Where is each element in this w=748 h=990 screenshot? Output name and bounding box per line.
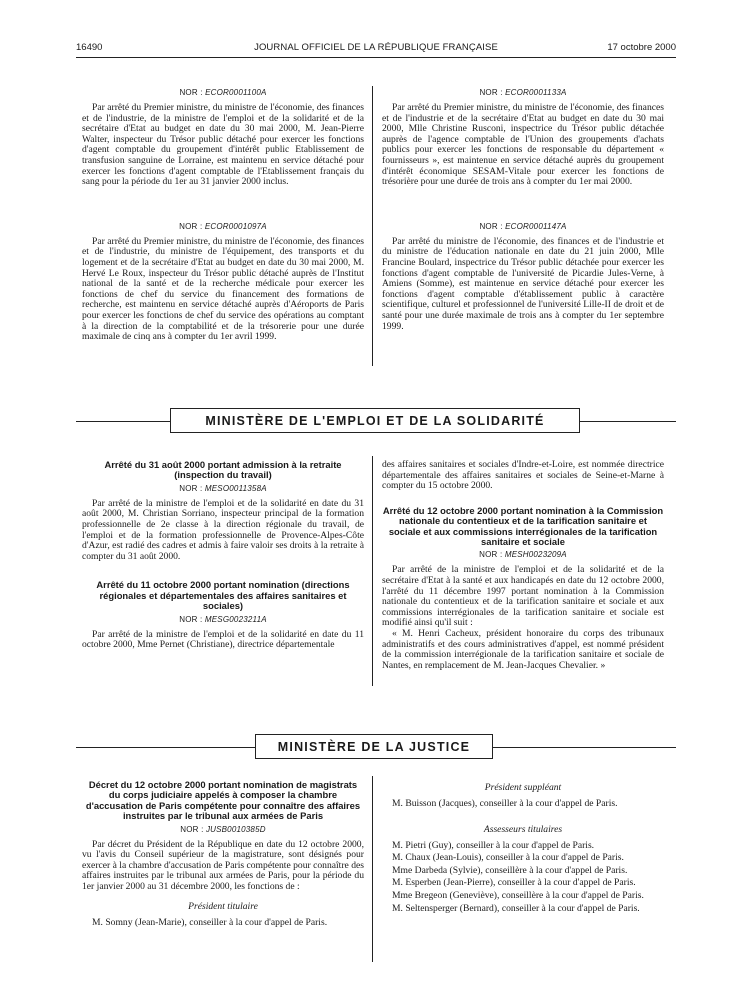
emploi-right-column (382, 460, 664, 671)
header-rule (76, 57, 676, 58)
decree-text: Par arrêté du ministre de l'économie, des finances et de l'industrie et du ministre de l'éducation nationale en date du 21 juin 2000, Mlle Francine Boulard, inspectrice du Trésor public détachée pour exercer les fonctions d'agent comptable de l'université de Picardie Jules-Verne, à Amiens (Somme), est maintenue en service détaché pour exercer les fonctions d'agent comptable d'établissement public à caractère scientifique, culturel et professionnel de l'université Lille-II de droit et de santé pour une durée maximale de trois ans à compter du 1er septembre 1999. (382, 235, 664, 332)
justice-left-column (82, 780, 364, 928)
decree-text: Par arrêté du Premier ministre, du ministre de l'économie, des finances et de l'industrie et de la secrétaire d'Etat au budget en date du 30 mai 2000, Mlle Christine Rusconi, inspectrice du Trésor public détachée auprès de l'agence comptable de l'Union des groupements d'achats publics pour exercer les fonctions de responsable du département « fournisseurs », est maintenue en service détaché auprès du groupement d'intérêt économique SESAM-Vitale pour exercer les fonctions de trésorière pour une durée de trois ans à compter du 1er mai 2000. (382, 102, 664, 188)
decree-text: Par arrêté du Premier ministre, du ministre de l'économie, des finances et de l'industrie, du ministre de l'équipement, des transports et du logement et de la secrétaire d'Etat au budget en date du 30 mai 2000, M. Hervé Le Roux, inspecteur du Trésor public détaché auprès de l'Institut national de la santé et de la recherche médicale pour exercer les fonctions de chef du service du financement des formations de recherche, est maintenu en service détaché auprès d'Aéroports de Paris pour exercer les fonctions de chef du service des opérations au comptant à la direction de la comptabilité et de la trésorerie pour une durée maximale de cinq ans à compter du 1er avril 1999. (82, 235, 364, 343)
appointee: M. Esperben (Jean-Pierre), conseiller à la cour d'appel de Paris. (392, 877, 636, 889)
decree-title: Décret du 12 octobre 2000 portant nomination de magistrats du corps judiciaire appelés à composer la chambre d'accusation de Paris compétente pour connaître des affaires instruites par le tribunal aux armées de Paris (85, 779, 361, 822)
emploi-left-column (82, 460, 364, 651)
nor-reference: NOR : ECOR0001147A (479, 221, 567, 231)
page-header (76, 42, 676, 56)
ministry-justice-heading: MINISTÈRE DE LA JUSTICE (255, 734, 493, 759)
nor-reference: NOR : ECOR0001097A (179, 221, 267, 231)
decree-title: Arrêté du 11 octobre 2000 portant nomination (directions régionales et départementales des affaires sanitaires et sociales) (96, 579, 350, 612)
appointee: M. Somny (Jean-Marie), conseiller à la cour d'appel de Paris. (92, 916, 328, 928)
role-heading: Président suppléant (484, 782, 562, 793)
nor-reference: NOR : MESG0023211A (179, 614, 267, 624)
appointee: M. Chaux (Jean-Louis), conseiller à la cour d'appel de Paris. (392, 852, 624, 864)
justice-right-column (382, 782, 664, 916)
journal-title: JOURNAL OFFICIEL DE LA RÉPUBLIQUE FRANÇAISE (254, 42, 498, 53)
decree-text: Par arrêté du Premier ministre, du ministre de l'économie, des finances et de l'industrie, de la ministre de l'emploi et de la solidarité et de la secrétaire d'Etat au budget en date du 30 mai 2000, M. Jean-Pierre Walter, inspecteur du Trésor public détaché pour exercer les fonctions d'agent comptable du groupement d'intérêt public Etablissement de transfusion sanguine de Lorraine, est maintenu en service détaché pour exercer les fonctions d'agent comptable de l'Etablissement français du sang pour la période du 1er au 31 janvier 2000 inclus. (82, 102, 364, 188)
appointee: M. Buisson (Jacques), conseiller à la cour d'appel de Paris. (392, 798, 618, 809)
nor-reference: NOR : JUSB0010385D (180, 824, 266, 834)
appointee: Mme Darbeda (Sylvie), conseillère à la cour d'appel de Paris. (392, 864, 628, 876)
decree-text: Par décret du Président de la République en date du 12 octobre 2000, vu l'avis du Conseil supérieur de la magistrature, sont désignés pour exercer à la chambre d'accusation de Paris compétente pour connaître des affaires instruites par le tribunal aux armées de Paris, pour la période du 1er janvier 2000 au 31 décembre 2000, les fonctions de : (82, 838, 364, 892)
role-heading: Président titulaire (188, 900, 258, 912)
decree-quote: « M. Henri Cacheux, président honoraire du corps des tribunaux administratifs et des cours administratives d'appel, est nommé président de la commission interrégionale de la tarification sanitaire et sociale de Nantes, en remplacement de M. Jean-Jacques Chevalier. » (382, 627, 664, 671)
decree-title: Arrêté du 12 octobre 2000 portant nomination à la Commission nationale du contentieux et de la tarification sanitaire et sociale et aux commissions interrégionales de la tarification sanitaire et sociale (382, 504, 664, 547)
appointee: Mme Bregeon (Geneviève), conseillère à la cour d'appel de Paris. (392, 889, 644, 901)
nor-reference: NOR : ECOR0001133A (479, 88, 567, 97)
column-divider (372, 86, 373, 366)
appointee: M. Pietri (Guy), conseiller à la cour d'appel de Paris. (392, 839, 595, 851)
nor-reference: NOR : ECOR0001100A (179, 88, 267, 97)
decree-title: Arrêté du 31 août 2000 portant admission à la retraite (inspection du travail) (104, 459, 342, 481)
column-divider (372, 456, 373, 686)
economy-right-column (382, 88, 664, 332)
decree-text: Par arrêté de la ministre de l'emploi et de la solidarité en date du 31 août 2000, M. Christian Sorriano, inspecteur principal de la formation professionnelle de 2e classe à la direction régionale du travail, de l'emploi et de la formation professionnelle de Provence-Alpes-Côte d'Azur, est radié des cadres et admis à faire valoir ses droits à la retraite à compter du 31 août 2000. (82, 497, 364, 562)
nor-reference: NOR : MESH0023209A (479, 550, 567, 560)
ministry-emploi-heading: MINISTÈRE DE L'EMPLOI ET DE LA SOLIDARITÉ (170, 408, 580, 433)
economy-left-column (82, 88, 364, 343)
issue-date: 17 octobre 2000 (607, 42, 676, 53)
page-number: 16490 (76, 42, 103, 53)
nor-reference: NOR : MESO0011358A (179, 483, 267, 493)
column-divider (372, 776, 373, 962)
continued-text: des affaires sanitaires et sociales d'Indre-et-Loire, est nommée directrice départementale des affaires sanitaires et sociales de Seine-et-Marne à compter du 15 octobre 2000. (382, 459, 664, 492)
decree-text: Par arrêté de la ministre de l'emploi et de la solidarité en date du 11 octobre 2000, Mme Pernet (Christiane), directrice départementale (82, 628, 364, 651)
role-heading: Assesseurs titulaires (483, 823, 563, 835)
appointee: M. Seltensperger (Bernard), conseiller à la cour d'appel de Paris. (392, 902, 640, 914)
decree-text: Par arrêté de la ministre de l'emploi et de la solidarité et de la secrétaire d'Etat à la santé et aux handicapés en date du 12 octobre 2000, l'arrêté du 11 décembre 1997 portant nomination à la Commission nationale du contentieux et de la tarification sanitaire et sociale et aux commissions interrégionales de la tarification sanitaire et sociale est modifié ainsi qu'il suit : (382, 564, 664, 629)
